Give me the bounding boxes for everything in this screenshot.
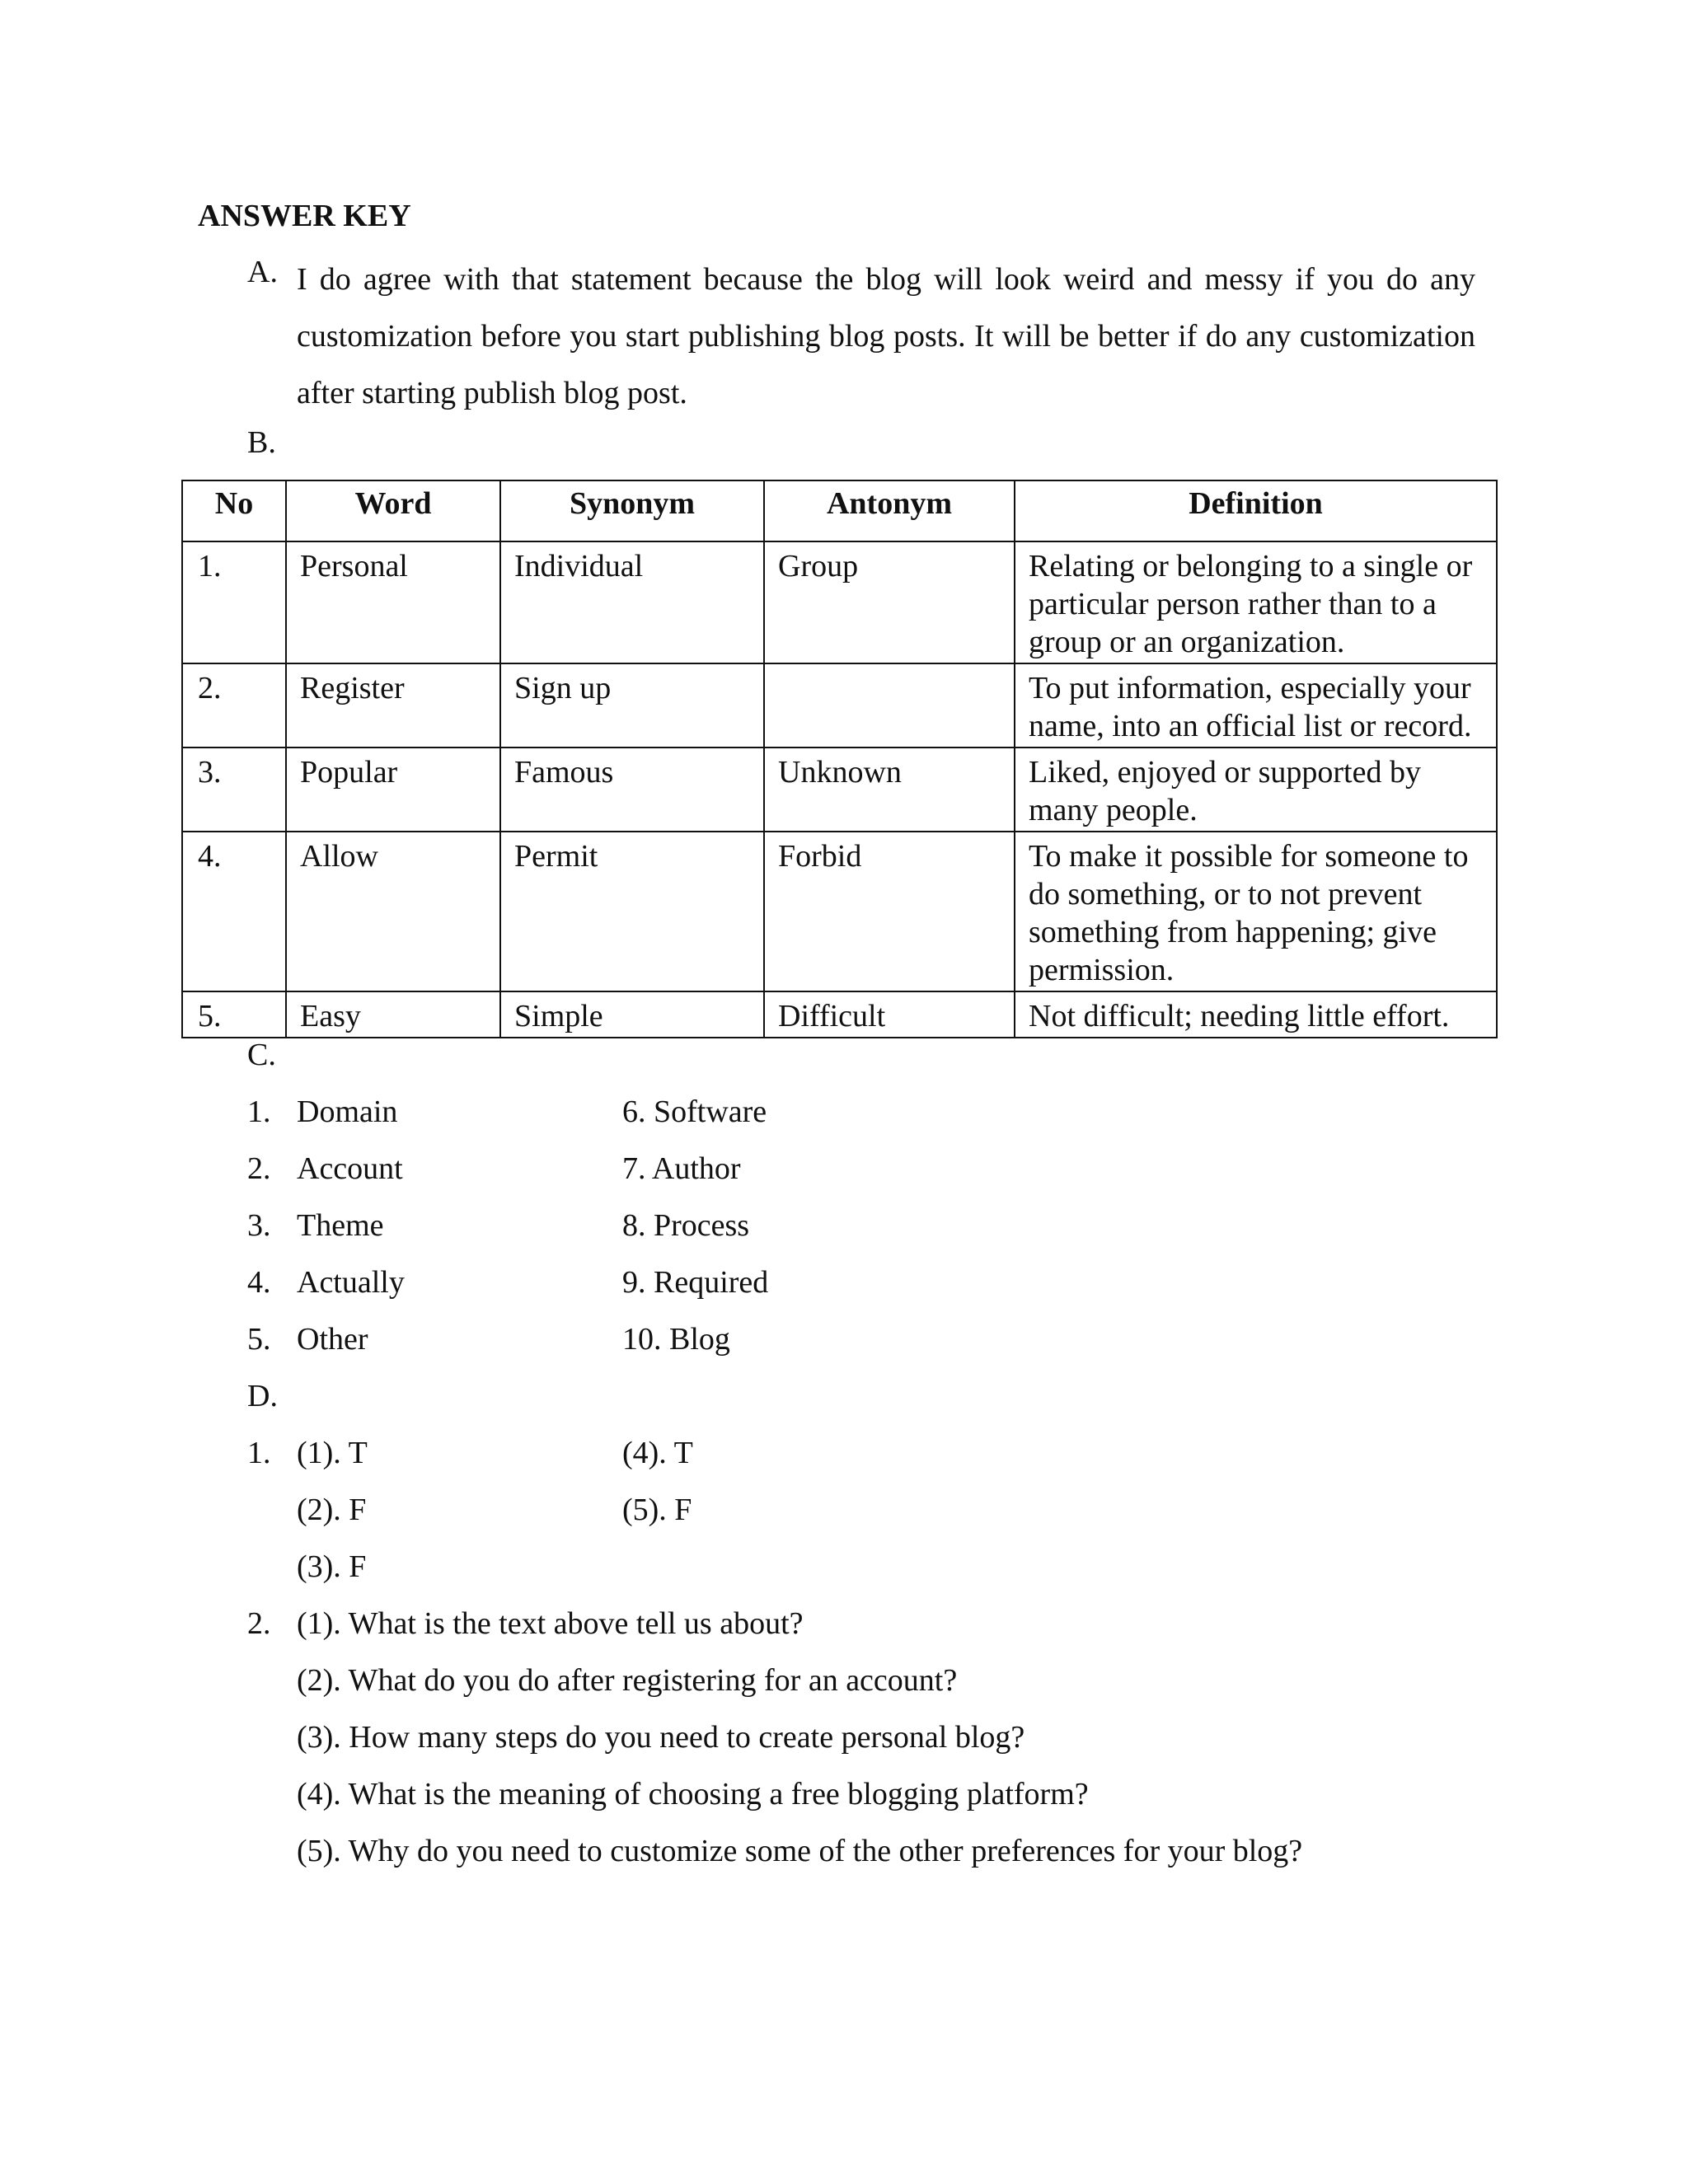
question-item: (3). How many steps do you need to create personal blog? [297,1720,1025,1755]
cell-antonym: Group [764,541,1015,663]
cell-no: 4. [182,832,286,991]
cell-definition: To make it possible for someone to do something, or to not prevent something from happening; give permission. [1015,832,1497,991]
true-false-answer: (1). T [297,1436,368,1470]
question-item: (4). What is the meaning of choosing a free blogging platform? [297,1777,1089,1811]
header-antonym: Antonym [764,480,1015,541]
list-item: 10. Blog [622,1322,730,1357]
true-false-answer: (2). F [297,1493,367,1527]
true-false-answer: (4). T [622,1436,693,1470]
cell-antonym: Unknown [764,748,1015,832]
table-row [182,832,1497,991]
list-item-number: 3. [247,1208,271,1243]
question-item: (2). What do you do after registering for an account? [297,1663,958,1698]
table-row [182,541,1497,663]
question-item: (5). Why do you need to customize some of the other preferences for your blog? [297,1834,1303,1868]
list-item: 9. Required [622,1265,769,1300]
table-row [182,991,1497,1038]
list-item: Other [297,1322,368,1357]
section-a-answer: I do agree with that statement because the blog will look weird and messy if you do any customization before you start publishing blog posts. It will be better if do any customization after starting publish blog post. [297,262,1475,410]
list-item: 6. Software [622,1094,767,1129]
cell-word: Register [286,663,500,748]
true-false-answer: (5). F [622,1493,692,1527]
cell-synonym: Individual [500,541,764,663]
section-a-label: A. [247,255,278,289]
true-false-answer: (3). F [297,1549,367,1584]
cell-no: 5. [182,991,286,1038]
section-c-label: C. [247,1038,276,1072]
header-word: Word [286,480,500,541]
list-item: 8. Process [622,1208,750,1243]
list-item-number: 4. [247,1265,271,1300]
header-no: No [182,480,286,541]
cell-synonym: Simple [500,991,764,1038]
cell-antonym: Forbid [764,832,1015,991]
list-item-number: 1. [247,1094,271,1129]
cell-antonym: Difficult [764,991,1015,1038]
table-header-row [182,480,1497,541]
section-b-label: B. [247,425,276,460]
page-title: ANSWER KEY [198,199,411,233]
cell-definition: To put information, especially your name, into an official list or record. [1015,663,1497,748]
list-item: Theme [297,1208,384,1243]
vocabulary-table [181,480,1498,1038]
cell-word: Allow [286,832,500,991]
cell-definition: Not difficult; needing little effort. [1015,991,1497,1038]
table-row [182,663,1497,748]
list-item-number: 2. [247,1606,271,1641]
cell-definition: Liked, enjoyed or supported by many people. [1015,748,1497,832]
table-row [182,748,1497,832]
cell-definition: Relating or belonging to a single or particular person rather than to a group or an organization. [1015,541,1497,663]
cell-no: 2. [182,663,286,748]
cell-word: Easy [286,991,500,1038]
cell-synonym: Permit [500,832,764,991]
header-synonym: Synonym [500,480,764,541]
section-d-label: D. [247,1379,278,1413]
cell-antonym [764,663,1015,748]
cell-word: Personal [286,541,500,663]
cell-synonym: Sign up [500,663,764,748]
list-item: 7. Author [622,1151,741,1186]
cell-no: 1. [182,541,286,663]
list-item: Actually [297,1265,405,1300]
header-definition: Definition [1015,480,1497,541]
list-item: Domain [297,1094,398,1129]
list-item-number: 1. [247,1436,271,1470]
cell-word: Popular [286,748,500,832]
cell-no: 3. [182,748,286,832]
list-item-number: 5. [247,1322,271,1357]
question-item: (1). What is the text above tell us about? [297,1606,804,1641]
list-item-number: 2. [247,1151,271,1186]
cell-synonym: Famous [500,748,764,832]
list-item: Account [297,1151,403,1186]
